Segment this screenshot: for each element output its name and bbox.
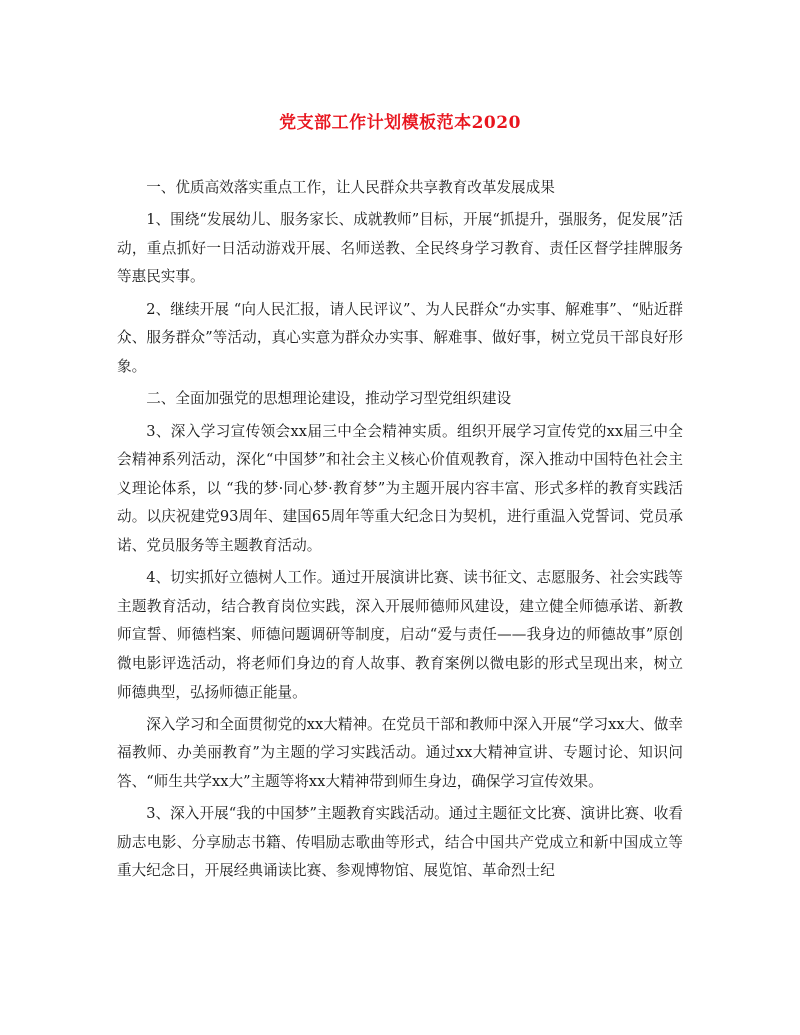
paragraph: 3、深入学习宣传领会xx届三中全会精神实质。组织开展学习宣传党的xx届三中全会精神系列活动，深化“中国梦”和社会主义核心价值观教育，深入推动中国特色社会主义理论体系，以 “我的梦·同心梦·教育梦”为主题开展内容丰富、形式多样的教育实践活动。以庆祝建党93周年、建国65周年等重大纪念日为契机，进行重温入党誓词、党员承诺、党员服务等主题教育活动。 [117, 422, 683, 554]
paragraph: 深入学习和全面贯彻党的xx大精神。在党员干部和教师中深入开展“学习xx大、做幸福教师、办美丽教育”为主题的学习实践活动。通过xx大精神宣讲、专题讨论、知识问答、“师生共学xx大”主题等将xx大精神带到师生身边，确保学习宣传效果。 [117, 715, 683, 790]
paragraph: 4、切实抓好立德树人工作。通过开展演讲比赛、读书征文、志愿服务、社会实践等主题教育活动，结合教育岗位实践，深入开展师德师风建设，建立健全师德承诺、新教师宣誓、师德档案、师德问题调研等制度，启动“爱与责任——我身边的师德故事”原创微电影评选活动，将老师们身边的育人故事、教育案例以微电影的形式呈现出来，树立师德典型，弘扬师德正能量。 [117, 569, 683, 701]
document-body [117, 174, 683, 890]
paragraph: 2、继续开展 “向人民汇报，请人民评议”、为人民群众“办实事、解难事”、“贴近群众、服务群众”等活动，真心实意为群众办实事、解难事、做好事，树立党员干部良好形象。 [117, 300, 683, 375]
paragraph: 3、深入开展“我的中国梦”主题教育实践活动。通过主题征文比赛、演讲比赛、收看励志电影、分享励志书籍、传唱励志歌曲等形式，结合中国共产党成立和新中国成立等重大纪念日，开展经典诵读比赛、参观博物馆、展览馆、革命烈士纪 [117, 805, 683, 880]
paragraph: 1、围绕“发展幼儿、服务家长、成就教师”目标，开展“抓提升，强服务，促发展”活动，重点抓好一日活动游戏开展、名师送教、全民终身学习教育、责任区督学挂牌服务等惠民实事。 [117, 211, 683, 286]
document-title: 党支部工作计划模板范本2020 [279, 113, 521, 133]
paragraph: 二、全面加强党的思想理论建设，推动学习型党组织建设 [146, 390, 512, 408]
paragraph: 一、优质高效落实重点工作，让人民群众共享教育改革发展成果 [146, 179, 555, 196]
